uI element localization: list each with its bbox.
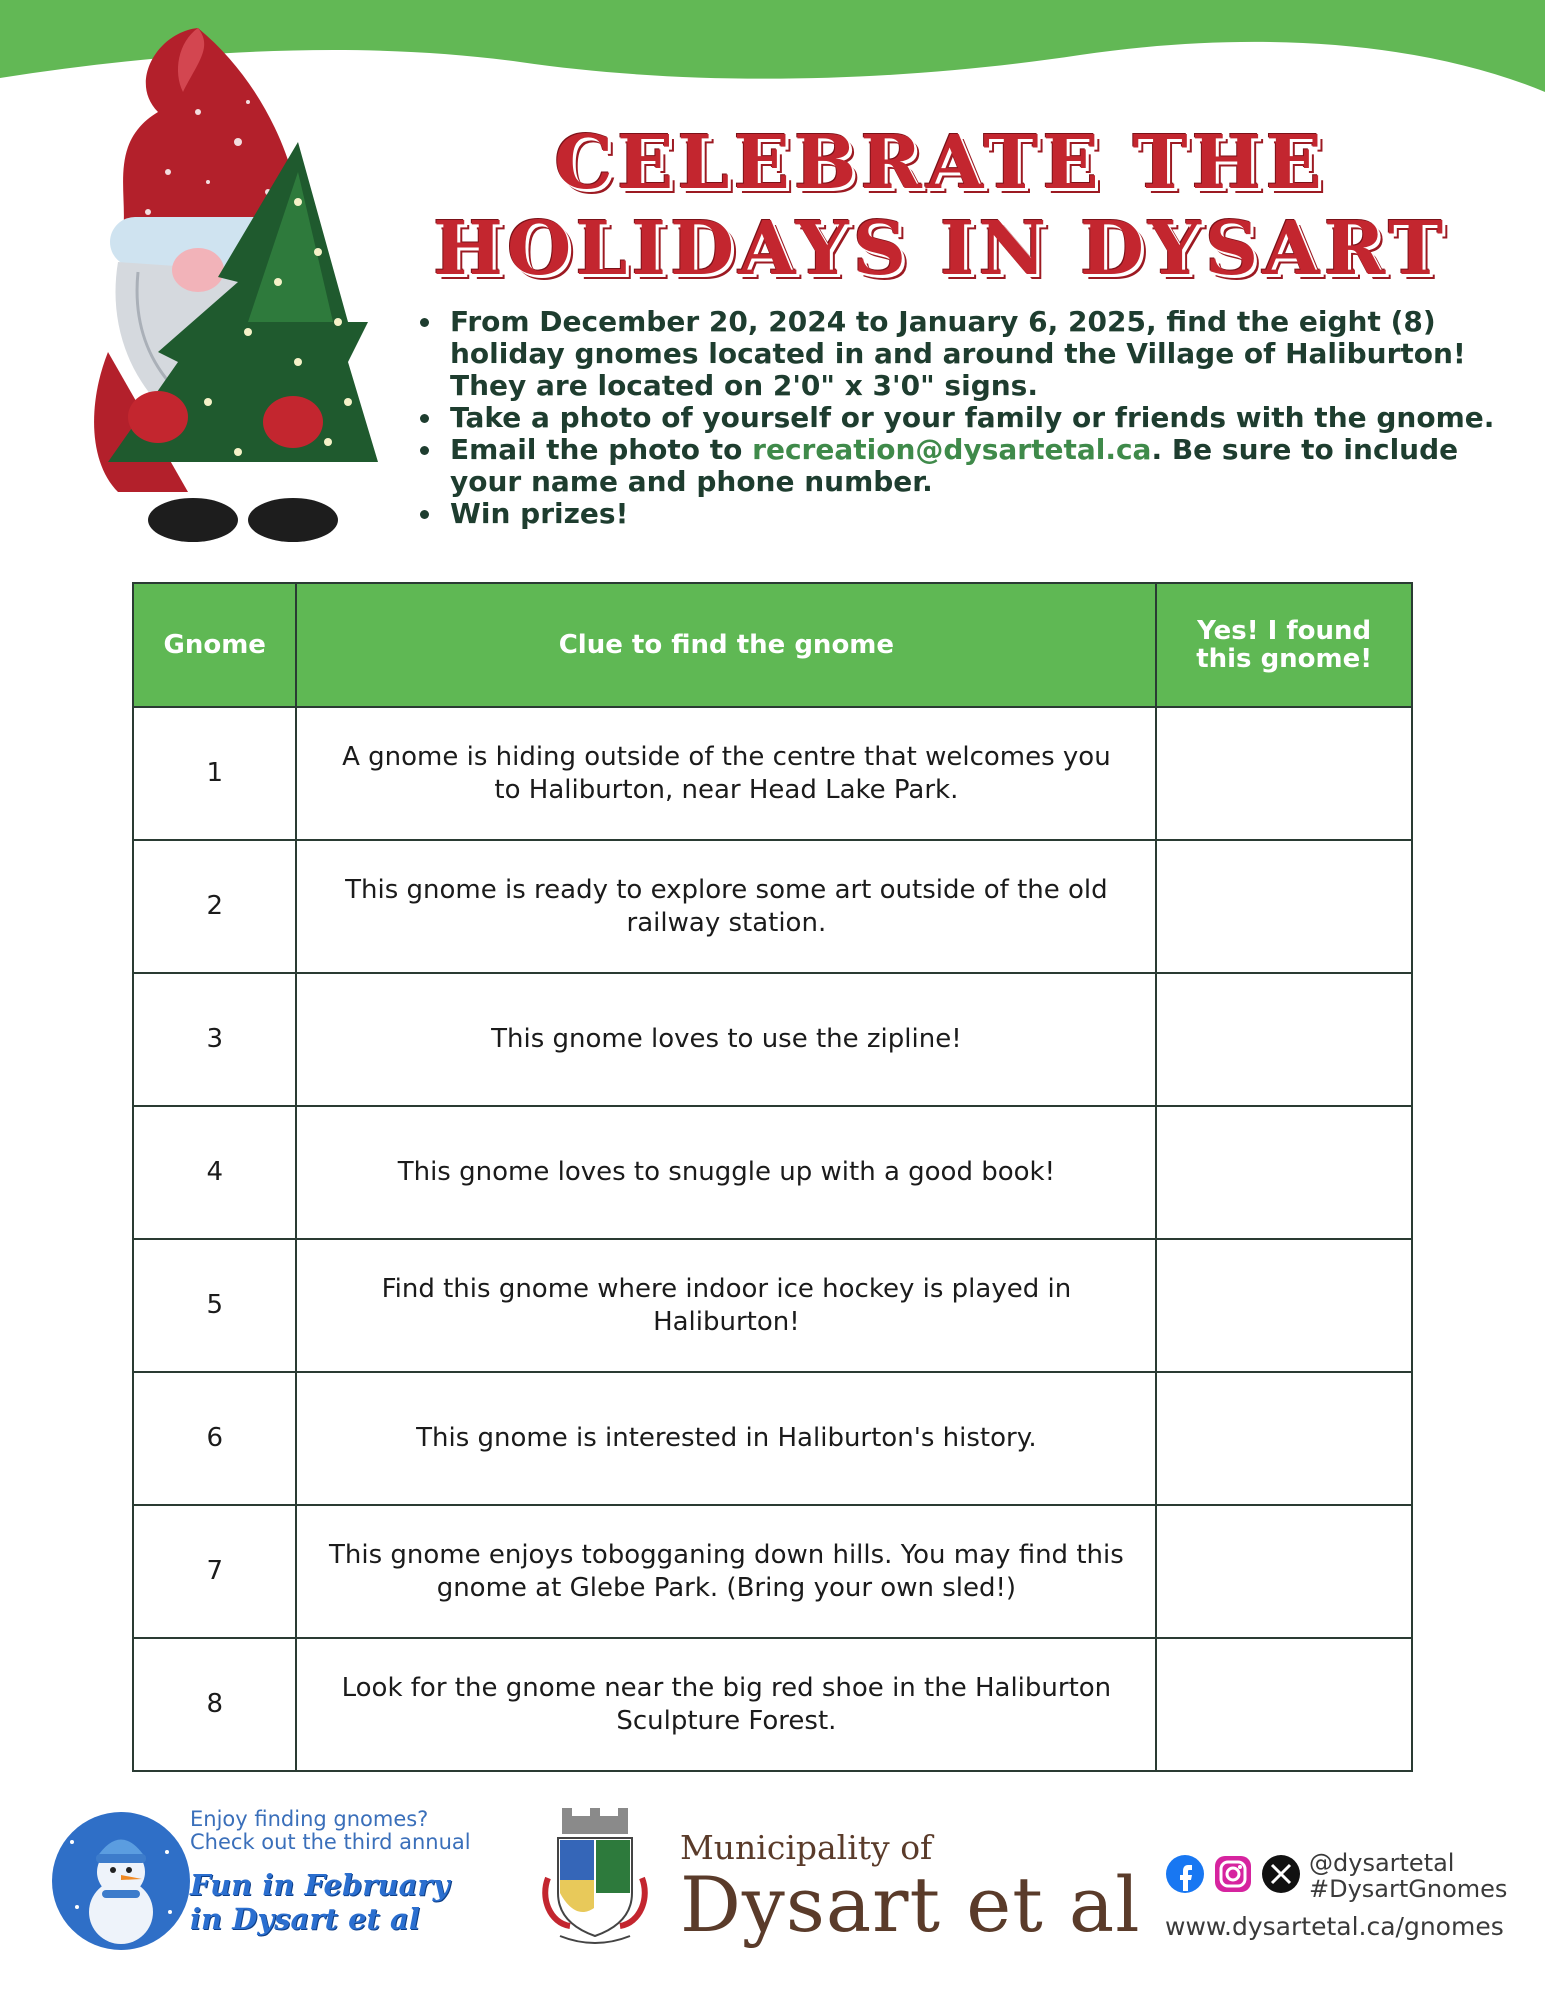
table-row <box>133 707 1412 840</box>
header-clue: Clue to find the gnome <box>296 583 1156 707</box>
promo-title-line-1: Fun in February <box>190 1868 450 1902</box>
gnome-clue: Look for the gnome near the big red shoe in the Haliburton Sculpture Forest. <box>296 1638 1156 1771</box>
instruction-photo: Take a photo of yourself or your family or friends with the gnome. <box>450 402 1510 434</box>
found-checkbox-cell[interactable] <box>1156 1106 1412 1239</box>
instruction-email <box>450 434 1510 498</box>
promo-title-line-2: in Dysart et al <box>190 1902 420 1936</box>
website-link[interactable]: www.dysartetal.ca/gnomes <box>1165 1912 1504 1941</box>
crest-icon <box>540 1808 650 1948</box>
found-checkbox-cell[interactable] <box>1156 707 1412 840</box>
instruction-email-prefix: Email the photo to <box>450 433 753 466</box>
facebook-icon[interactable] <box>1166 1855 1204 1893</box>
page-title <box>400 120 1480 292</box>
gnome-clue: This gnome loves to snuggle up with a good book! <box>296 1106 1156 1239</box>
gnome-number: 7 <box>133 1505 296 1638</box>
x-icon[interactable] <box>1262 1855 1300 1893</box>
gnome-number: 3 <box>133 973 296 1106</box>
table-row <box>133 1505 1412 1638</box>
found-checkbox-cell[interactable] <box>1156 1505 1412 1638</box>
gnome-clue: This gnome is ready to explore some art outside of the old railway station. <box>296 840 1156 973</box>
social-handles <box>1309 1850 1507 1902</box>
promo-text <box>190 1808 490 1854</box>
title-line-2: HOLIDAYS IN DYSART <box>432 206 1448 292</box>
gnome-number: 4 <box>133 1106 296 1239</box>
header-found-line-1: Yes! I found <box>1197 616 1372 646</box>
gnome-clue: This gnome loves to use the zipline! <box>296 973 1156 1106</box>
fun-in-february-promo <box>52 1808 492 1958</box>
table-row <box>133 973 1412 1106</box>
promo-line-2: Check out the third annual <box>190 1830 471 1854</box>
social-handle[interactable]: @dysartetal <box>1309 1849 1455 1877</box>
header-found-line-2: this gnome! <box>1196 644 1373 674</box>
table-row <box>133 1372 1412 1505</box>
instruction-dates: From December 20, 2024 to January 6, 2025, find the eight (8) holiday gnomes located in and around the Village of Haliburton! They are located on 2'0" x 3'0" signs. <box>450 306 1510 402</box>
instruction-prizes: Win prizes! <box>450 498 1510 530</box>
hashtag: #DysartGnomes <box>1309 1875 1508 1903</box>
table-row <box>133 840 1412 973</box>
found-checkbox-cell[interactable] <box>1156 1638 1412 1771</box>
gnome-number: 2 <box>133 840 296 973</box>
header-gnome: Gnome <box>133 583 296 707</box>
email-link[interactable]: recreation@dysartetal.ca <box>752 433 1152 466</box>
municipality-label: Municipality of <box>680 1828 933 1867</box>
gnome-number: 8 <box>133 1638 296 1771</box>
instagram-icon[interactable] <box>1215 1856 1251 1892</box>
promo-title <box>190 1868 490 1936</box>
found-checkbox-cell[interactable] <box>1156 840 1412 973</box>
table-row <box>133 1638 1412 1771</box>
gnome-number: 5 <box>133 1239 296 1372</box>
found-checkbox-cell[interactable] <box>1156 1372 1412 1505</box>
gnome-clue: This gnome enjoys tobogganing down hills. You may find this gnome at Glebe Park. (Bring your own sled!) <box>296 1505 1156 1638</box>
found-checkbox-cell[interactable] <box>1156 973 1412 1106</box>
gnome-number: 6 <box>133 1372 296 1505</box>
header-found <box>1156 583 1412 707</box>
instructions-list <box>420 306 1510 530</box>
municipality-logo <box>540 1808 1141 1958</box>
gnome-clue: This gnome is interested in Haliburton's history. <box>296 1372 1156 1505</box>
gnome-illustration <box>48 22 378 552</box>
snowman-icon <box>52 1812 190 1950</box>
gnome-clue: A gnome is hiding outside of the centre that welcomes you to Haliburton, near Head Lake Park. <box>296 707 1156 840</box>
municipality-name: Dysart et al <box>680 1860 1141 1949</box>
instruction-email-suffix: . Be sure to include your name and phone number. <box>450 433 1459 498</box>
gnome-clue: Find this gnome where indoor ice hockey is played in Haliburton! <box>296 1239 1156 1372</box>
social-block <box>1165 1849 1508 1960</box>
gnome-number: 1 <box>133 707 296 840</box>
table-header-row <box>133 583 1412 707</box>
title-line-1: CELEBRATE THE <box>554 120 1326 206</box>
gnome-clue-table <box>132 582 1413 1772</box>
promo-line-1: Enjoy finding gnomes? <box>190 1807 429 1831</box>
table-row <box>133 1239 1412 1372</box>
social-icons <box>1165 1852 1303 1900</box>
table-row <box>133 1106 1412 1239</box>
found-checkbox-cell[interactable] <box>1156 1239 1412 1372</box>
